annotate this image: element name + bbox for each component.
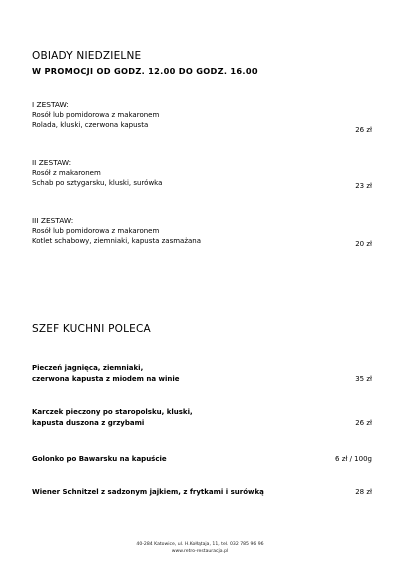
set-soup: Rosół lub pomidorowa z makaronem	[32, 227, 160, 235]
section-title-chef-recommends: SZEF KUCHNI POLECA	[32, 323, 151, 335]
set-soup: Rosół lub pomidorowa z makaronem	[32, 111, 160, 119]
set-main: Rolada, kluski, czerwona kapusta	[32, 121, 149, 129]
footer	[0, 541, 400, 555]
set-soup: Rosół z makaronem	[32, 169, 101, 177]
chef-dish-2	[32, 407, 372, 429]
dish-line: Karczek pieczony po staropolsku, kluski,	[32, 408, 193, 416]
dish-line: Wiener Schnitzel z sadzonym jajkiem, z frytkami i surówką	[32, 488, 264, 496]
chef-dish-1	[32, 363, 372, 385]
section-title-sunday-lunch: OBIADY NIEDZIELNE	[32, 50, 142, 62]
footer-address: 40-284 Katowice, ul. H.Kołłątaja, 11, tel. 032 785 96 96	[136, 542, 264, 547]
dish-price: 28 zł	[355, 488, 372, 496]
set-main: Schab po sztygarsku, kluski, surówka	[32, 179, 163, 187]
footer-website: www.retro-restauracja.pl	[171, 549, 229, 554]
dish-line: kapusta duszona z grzybami	[32, 419, 145, 427]
dish-line: Golonko po Bawarsku na kapuście	[32, 455, 167, 463]
dish-price: 6 zł / 100g	[335, 455, 372, 463]
lunch-set-3	[32, 216, 372, 246]
set-name: III ZESTAW:	[32, 216, 74, 225]
set-price: 23 zł	[355, 182, 372, 190]
set-name: I ZESTAW:	[32, 100, 69, 109]
dish-line: Pieczeń jagnięca, ziemniaki,	[32, 364, 144, 372]
dish-price: 35 zł	[355, 375, 372, 383]
lunch-set-1	[32, 100, 372, 134]
chef-dish-4	[32, 487, 372, 498]
set-price: 20 zł	[355, 240, 372, 248]
promotion-subtitle: W PROMOCJI OD GODZ. 12.00 DO GODZ. 16.00	[32, 66, 258, 76]
chef-dish-3	[32, 454, 372, 465]
lunch-set-2	[32, 158, 372, 188]
dish-line: czerwona kapusta z miodem na winie	[32, 375, 180, 383]
set-price: 26 zł	[355, 126, 372, 134]
set-name: II ZESTAW:	[32, 158, 72, 167]
set-main: Kotlet schabowy, ziemniaki, kapusta zasmażana	[32, 237, 202, 245]
dish-price: 26 zł	[355, 419, 372, 427]
